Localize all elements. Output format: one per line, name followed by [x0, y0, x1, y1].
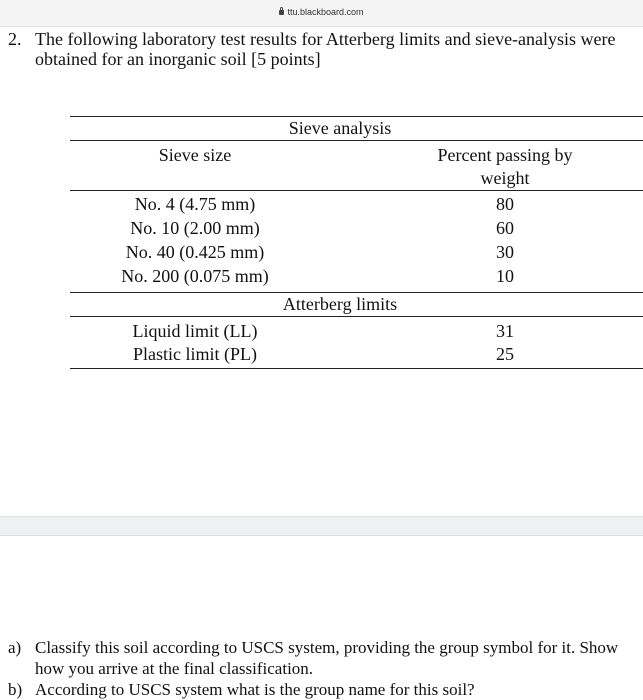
- percent-cell: 10: [496, 266, 514, 286]
- limit-label-cell: Liquid limit (LL): [132, 321, 258, 341]
- sieve-analysis-title: Sieve analysis: [288, 118, 392, 138]
- limit-label-cell: Plastic limit (PL): [133, 344, 257, 364]
- url-text: ttu.blackboard.com: [287, 7, 364, 17]
- table-rule: [70, 292, 643, 293]
- sieve-size-cell: No. 4 (4.75 mm): [134, 194, 256, 214]
- percent-cell: 30: [496, 242, 514, 262]
- percent-cell: 80: [496, 194, 514, 214]
- browser-url-bar[interactable]: [0, 0, 643, 27]
- atterberg-limits-title: Atterberg limits: [282, 294, 398, 314]
- percent-cell: 60: [496, 218, 514, 238]
- subquestion-a-line1: Classify this soil according to USCS system, providing the group symbol for it. Show: [35, 638, 619, 657]
- col-header-percent-line2: weight: [480, 168, 530, 188]
- sieve-size-cell: No. 40 (0.425 mm): [125, 242, 265, 262]
- table-rule: [70, 190, 643, 191]
- subquestion-a-line2: how you arrive at the final classification.: [35, 659, 314, 678]
- url-display[interactable]: [0, 7, 643, 17]
- subquestion-a-label: a): [8, 638, 22, 657]
- question-text-line1: The following laboratory test results for Atterberg limits and sieve-analysis were: [35, 29, 616, 49]
- limit-value-cell: 31: [496, 321, 514, 341]
- subquestion-b-line1: According to USCS system what is the group name for this soil?: [35, 680, 475, 699]
- table-rule: [70, 368, 643, 369]
- subquestion-b-label: b): [8, 680, 23, 699]
- sieve-size-cell: No. 10 (2.00 mm): [130, 218, 260, 238]
- limit-value-cell: 25: [496, 344, 514, 364]
- table-rule: [70, 140, 643, 141]
- col-header-percent-line1: Percent passing by: [437, 145, 573, 165]
- table-rule: [70, 316, 643, 317]
- page-separator: [0, 516, 643, 536]
- question-number: 2.: [8, 29, 22, 49]
- lock-icon: [279, 10, 284, 15]
- sieve-size-cell: No. 200 (0.075 mm): [121, 266, 269, 286]
- col-header-sieve-size: Sieve size: [158, 145, 232, 165]
- question-text-line2: obtained for an inorganic soil [5 points]: [35, 49, 321, 69]
- table-rule: [70, 116, 643, 117]
